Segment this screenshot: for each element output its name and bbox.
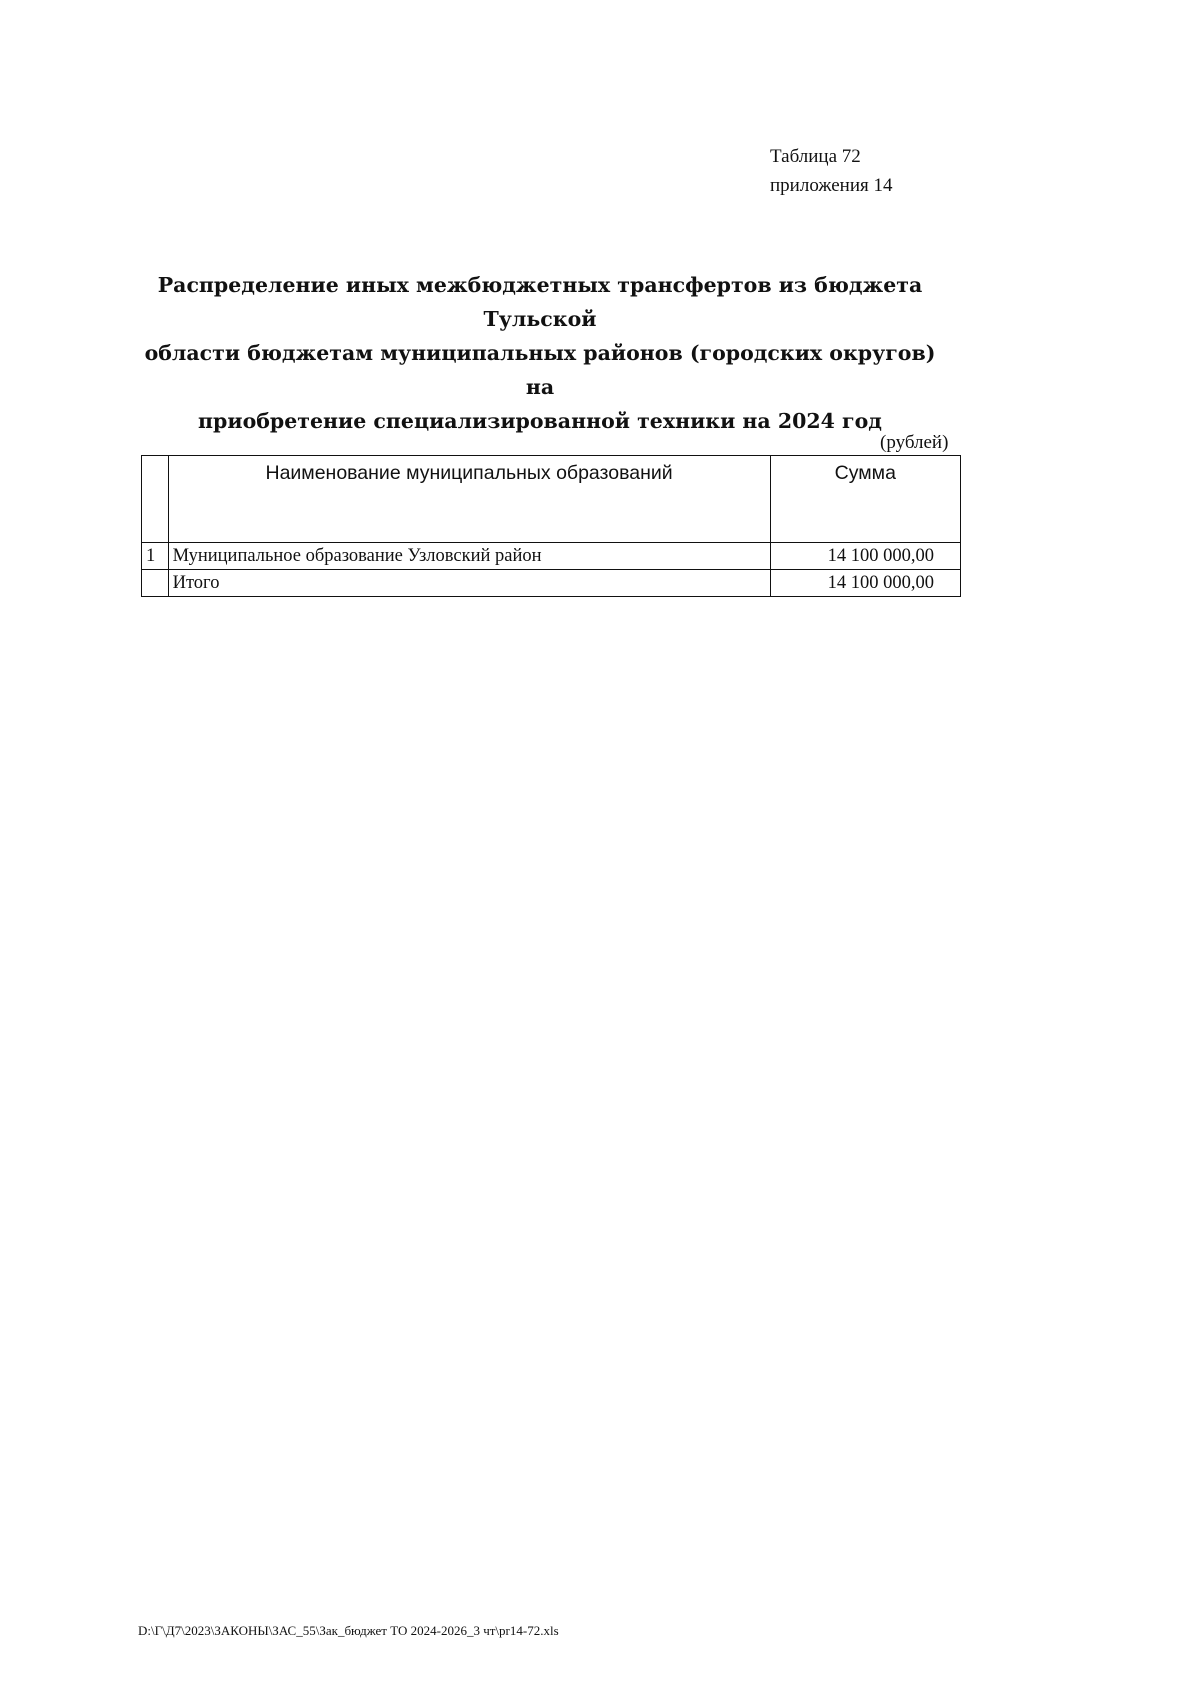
row-number: 1 xyxy=(142,543,169,570)
table-row xyxy=(142,543,961,570)
total-sum: 14 100 000,00 xyxy=(770,570,960,597)
total-label: Итого xyxy=(168,570,770,597)
total-number xyxy=(142,570,169,597)
transfers-table xyxy=(141,455,961,597)
unit-label: (рублей) xyxy=(880,432,949,453)
table-total-row xyxy=(142,570,961,597)
column-header-sum: Сумма xyxy=(770,456,960,543)
document-title xyxy=(140,268,940,438)
row-sum: 14 100 000,00 xyxy=(770,543,960,570)
column-header-name: Наименование муниципальных образований xyxy=(168,456,770,543)
column-header-number xyxy=(142,456,169,543)
row-municipality-name: Муниципальное образование Узловский район xyxy=(168,543,770,570)
file-path-footer: D:\Г\Д7\2023\ЗАКОНЫ\ЗАС_55\Зак_бюджет ТО 2024-2026_3 чт\pr14-72.xls xyxy=(138,1623,559,1638)
table-number: Таблица 72 xyxy=(770,146,861,167)
appendix-reference: приложения 14 xyxy=(770,175,893,196)
title-line-3: приобретение специализированной техники на 2024 год xyxy=(198,409,882,433)
table-reference xyxy=(770,142,892,200)
title-line-1: Распределение иных межбюджетных трансфертов из бюджета Тульской xyxy=(157,273,923,331)
table-header-row xyxy=(142,456,961,543)
title-line-2: области бюджетам муниципальных районов (городских округов) на xyxy=(144,341,936,399)
